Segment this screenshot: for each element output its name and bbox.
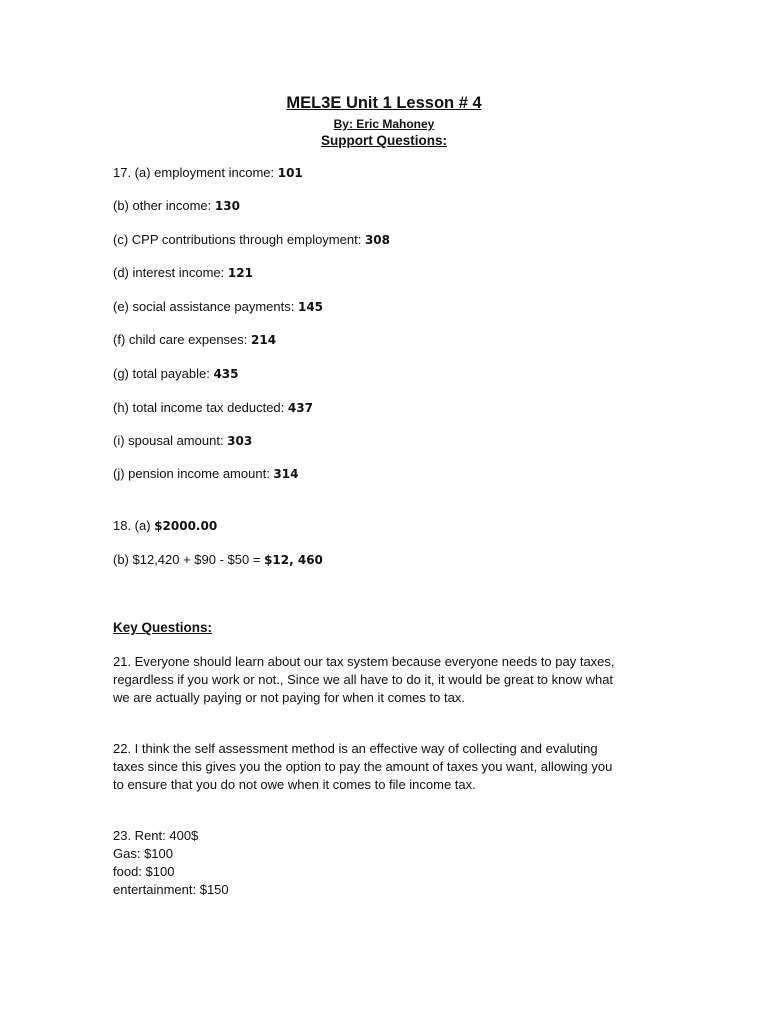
- answer-17i: [113, 432, 252, 450]
- budget-line: food: $100: [113, 864, 175, 879]
- answer-18a: [113, 517, 217, 535]
- answer-label: (b) other income:: [113, 198, 215, 213]
- answer-value: 101: [277, 166, 303, 180]
- paragraph-line: taxes since this gives you the option to pay the amount of taxes you want, allowing you: [113, 759, 613, 774]
- answer-17f: [113, 331, 276, 349]
- answer-label: (i) spousal amount:: [113, 433, 228, 448]
- answer-value: 437: [287, 401, 313, 415]
- answer-22: [113, 740, 658, 794]
- answer-label: 17. (a) employment income:: [113, 165, 278, 180]
- budget-line: entertainment: $150: [113, 882, 229, 897]
- budget-line: 23. Rent: 400$: [113, 828, 199, 843]
- answer-label: (c) CPP contributions through employment:: [113, 232, 365, 247]
- answer-label: 18. (a): [113, 518, 155, 533]
- answer-17e: [113, 298, 323, 316]
- answer-17a: [113, 164, 303, 182]
- answer-label: (d) interest income:: [113, 265, 228, 280]
- answer-label: (g) total payable:: [113, 366, 214, 381]
- paragraph-line: 22. I think the self assessment method is an effective way of collecting and evaluting: [113, 741, 598, 756]
- answer-value: 130: [214, 199, 240, 213]
- answer-label: (f) child care expenses:: [113, 332, 252, 347]
- key-questions-heading: Key Questions:: [113, 620, 213, 635]
- answer-21: [113, 653, 658, 707]
- answer-23: [113, 827, 658, 899]
- answer-label: (b) $12,420 + $90 - $50 =: [113, 552, 265, 567]
- paragraph-line: 21. Everyone should learn about our tax system because everyone needs to pay taxes,: [113, 654, 615, 669]
- answer-value: $2000.00: [154, 519, 218, 533]
- answer-17h: [113, 399, 313, 417]
- answer-17g: [113, 365, 239, 383]
- support-questions-heading: Support Questions:: [321, 133, 447, 148]
- paragraph-line: to ensure that you do not owe when it comes to file income tax.: [113, 777, 476, 792]
- paragraph-line: we are actually paying or not paying for when it comes to tax.: [113, 690, 465, 705]
- answer-value: 303: [227, 434, 253, 448]
- budget-line: Gas: $100: [113, 846, 173, 861]
- answer-value: 308: [364, 233, 390, 247]
- answer-value: 121: [227, 266, 253, 280]
- answer-17c: [113, 231, 390, 249]
- answer-18b: [113, 551, 323, 569]
- answer-label: (e) social assistance payments:: [113, 299, 298, 314]
- author-byline: By: Eric Mahoney: [333, 117, 435, 131]
- answer-17b: [113, 197, 240, 215]
- paragraph-line: regardless if you work or not., Since we all have to do it, it would be great to know what: [113, 672, 614, 687]
- answer-value: 214: [251, 333, 277, 347]
- answer-value: 314: [273, 467, 299, 481]
- answer-value: $12, 460: [264, 553, 323, 567]
- answer-label: (h) total income tax deducted:: [113, 400, 288, 415]
- answer-value: 145: [297, 300, 324, 314]
- document-title: MEL3E Unit 1 Lesson # 4: [286, 94, 482, 112]
- answer-17j: [113, 465, 298, 483]
- answer-value: 435: [213, 367, 239, 381]
- answer-label: (j) pension income amount:: [113, 466, 274, 481]
- answer-17d: [113, 264, 253, 282]
